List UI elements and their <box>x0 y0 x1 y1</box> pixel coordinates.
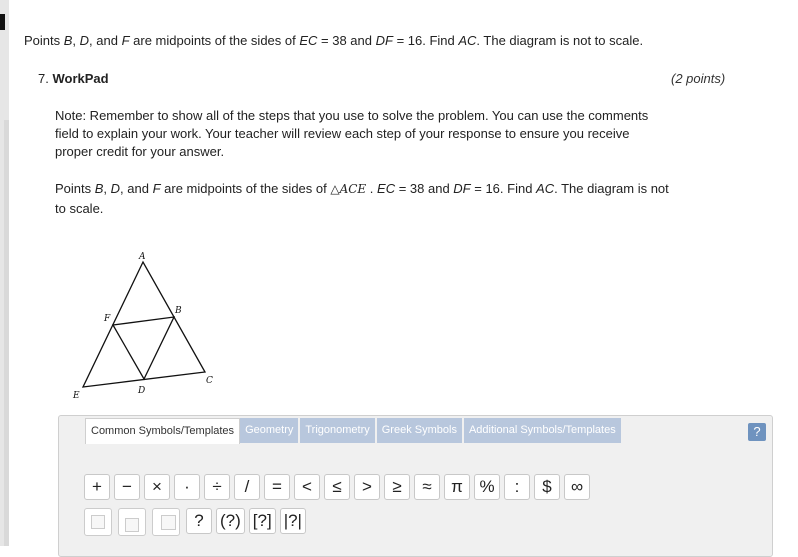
midpoint-triangle-fbd <box>113 317 174 379</box>
vertex-label-a: A <box>139 252 146 262</box>
template-fraction-icon <box>91 515 105 529</box>
symbol-minus-button[interactable]: − <box>114 474 140 500</box>
problem-text: Points B, D, and F are midpoints of the sides of △ACE . EC = 38 and DF = 16. Find AC. The diagram is not to scale. <box>55 181 669 216</box>
triangle-diagram <box>70 245 230 410</box>
template-sqrt-icon <box>161 515 176 530</box>
symbol-row-2 <box>84 508 310 536</box>
symbol-less-than-button[interactable]: < <box>294 474 320 500</box>
note-text: Note: Remember to show all of the steps that you use to solve the problem. You can use the comments field to explain your work. Your teacher will review each step of your response to ensure you receive proper credit for your answer. <box>55 108 649 159</box>
left-edge-tab <box>0 14 5 30</box>
question-heading <box>38 71 109 86</box>
triangle-ace <box>83 262 205 387</box>
question-points: (2 points) <box>671 71 726 86</box>
symbol-times-button[interactable]: × <box>144 474 170 500</box>
template-exponent-icon <box>125 518 139 532</box>
vertex-label-d: D <box>138 386 146 396</box>
vertex-label-c: C <box>206 376 213 386</box>
tab-additional-symbols[interactable]: Additional Symbols/Templates <box>464 418 623 443</box>
symbol-less-equal-button[interactable]: ≤ <box>324 474 350 500</box>
editor-tab-bar <box>85 418 623 444</box>
symbol-equals-button[interactable]: = <box>264 474 290 500</box>
vertex-label-f: F <box>104 314 111 324</box>
symbol-greater-equal-button[interactable]: ≥ <box>384 474 410 500</box>
tab-trigonometry[interactable]: Trigonometry <box>300 418 376 443</box>
template-question-button[interactable]: ? <box>186 508 212 534</box>
symbol-colon-button[interactable]: : <box>504 474 530 500</box>
template-parentheses-button[interactable]: (?) <box>216 508 245 534</box>
template-sqrt-button[interactable] <box>152 508 180 536</box>
symbol-plus-button[interactable]: + <box>84 474 110 500</box>
symbol-percent-button[interactable]: % <box>474 474 500 500</box>
template-exponent-button[interactable] <box>118 508 146 536</box>
symbol-divide-button[interactable]: ÷ <box>204 474 230 500</box>
tab-common-symbols[interactable]: Common Symbols/Templates <box>85 418 240 444</box>
vertex-label-b: B <box>175 306 182 316</box>
symbol-approx-button[interactable]: ≈ <box>414 474 440 500</box>
left-scrollbar[interactable] <box>0 0 9 546</box>
intro-problem-text: Points B, D, and F are midpoints of the sides of EC = 38 and DF = 16. Find AC. The diagram is not to scale. <box>24 33 644 48</box>
symbol-pi-button[interactable]: π <box>444 474 470 500</box>
template-brackets-button[interactable]: [?] <box>249 508 276 534</box>
template-absolute-value-button[interactable]: |?| <box>280 508 306 534</box>
vertex-label-e: E <box>73 391 80 401</box>
equation-editor <box>58 415 773 557</box>
symbol-dollar-button[interactable]: $ <box>534 474 560 500</box>
tab-greek-symbols[interactable]: Greek Symbols <box>377 418 464 443</box>
triangle-ace-symbol: △ACE <box>330 182 367 196</box>
question-title: WorkPad <box>52 71 109 86</box>
left-edge-track <box>4 120 9 546</box>
help-button[interactable]: ? <box>748 423 766 441</box>
symbol-dot-button[interactable]: · <box>174 474 200 500</box>
symbol-row-1 <box>84 474 594 500</box>
symbol-slash-button[interactable]: / <box>234 474 260 500</box>
symbol-greater-than-button[interactable]: > <box>354 474 380 500</box>
symbol-infinity-button[interactable]: ∞ <box>564 474 590 500</box>
template-fraction-button[interactable] <box>84 508 112 536</box>
question-number: 7. <box>38 71 49 86</box>
tab-geometry[interactable]: Geometry <box>240 418 300 443</box>
